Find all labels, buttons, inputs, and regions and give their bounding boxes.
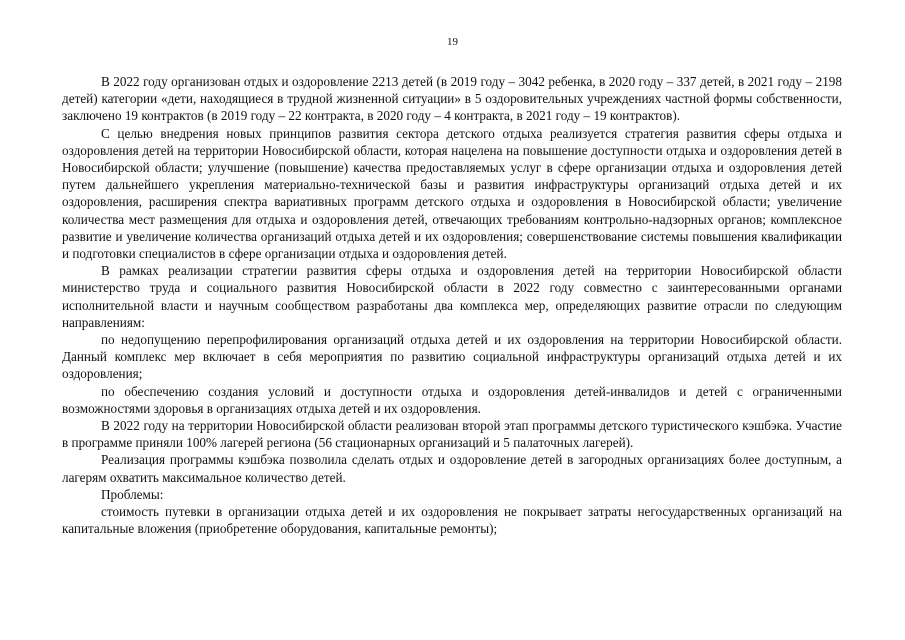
paragraph-measure-accessibility: по обеспечению создания условий и доступности отдыха и оздоровления детей-инвалидов и детей с ограниченными возможностями здоровья в организациях отдыха детей и их оздоровления. [62, 383, 842, 416]
paragraph-cashback-result: Реализация программы кэшбэка позволила сделать отдых и оздоровление детей в загородных организациях более доступным, а лагерям охватить максимальное количество детей. [62, 452, 842, 485]
paragraph-problems-heading: Проблемы: [101, 486, 164, 502]
paragraph-measure-reprofiling: по недопущению перепрофилирования организаций отдыха детей и их оздоровления на территории Новосибирской области. Данный комплекс мер включает в себя мероприятия по развитию социальной инфраструктуры организаций отдыха детей и их оздоровления; [62, 332, 842, 382]
paragraph-cashback-program: В 2022 году на территории Новосибирской области реализован второй этап программы детского туристического кэшбэка. Участие в программе приняли 100% лагерей региона (56 стационарных организаций и 5 палаточных лагерей). [62, 418, 842, 451]
paragraph-children-recreation-stats: В 2022 году организован отдых и оздоровление 2213 детей (в 2019 году – 3042 ребенка, в 2020 году – 337 детей, в 2021 году – 2198 детей) категории «дети, находящиеся в трудной жизненной ситуации» в 5 оздоровительных учреждениях частной формы собственности, заключено 19 контрактов (в 2019 году – 22 контракта, в 2020 году – 4 контракта, в 2021 году – 19 контрактов). [62, 74, 842, 124]
paragraph-problem-cost: стоимость путевки в организации отдыха детей и их оздоровления не покрывает затраты негосударственных организаций на капитальные вложения (приобретение оборудования, капитальные ремонты); [62, 504, 842, 537]
page-number: 19 [447, 36, 458, 48]
document-body [62, 73, 842, 537]
paragraph-strategy-measures: В рамках реализации стратегии развития сферы отдыха и оздоровления детей на территории Новосибирской области министерство труда и социального развития Новосибирской области в 2022 году совместно с заинтересованными органами исполнительной власти и научным сообществом разработаны два комплекса мер, определяющих развитие отрасли по следующим направлениям: [62, 263, 842, 330]
paragraph-strategy-goals: С целью внедрения новых принципов развития сектора детского отдыха реализуется стратегия развития сферы отдыха и оздоровления детей на территории Новосибирской области, которая нацелена на повышение доступности отдыха и оздоровления детей в Новосибирской области; улучшение (повышение) качества предоставляемых услуг в сфере организации отдыха и оздоровления детей путем дальнейшего укрепления материально-технической базы и развития инфраструктуры организаций отдыха детей и их оздоровления, расширения спектра вариативных программ детского отдыха и оздоровления в Новосибирской области; увеличение количества мест размещения для отдыха и оздоровления детей, отвечающих требованиям контрольно-надзорных органов; комплексное развитие и увеличение количества организаций отдыха детей и их оздоровления; совершенствование системы повышения квалификации и подготовки специалистов в сфере организации отдыха и оздоровления детей. [62, 125, 842, 262]
